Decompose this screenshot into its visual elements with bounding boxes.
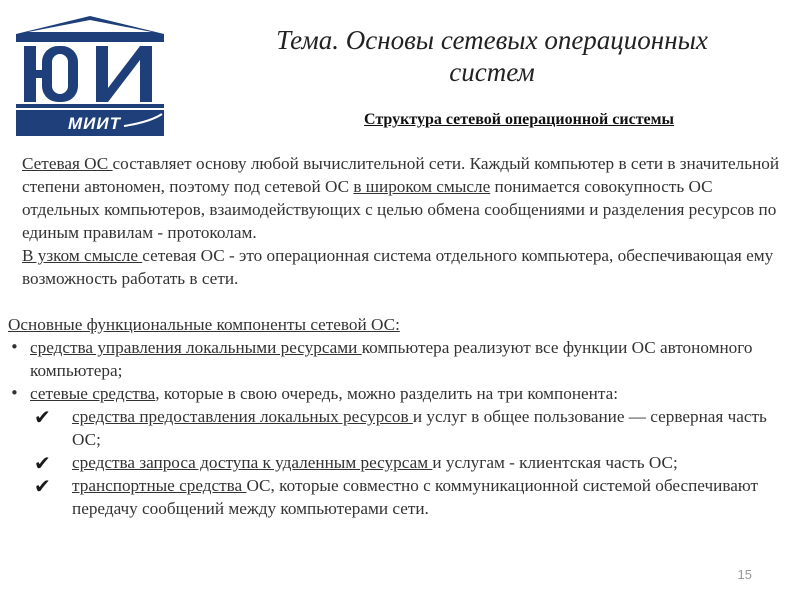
list-item-text: , которые в свою очередь, можно разделить на три компонента: (155, 384, 618, 403)
components-list (8, 336, 793, 405)
intro-text-part: составляет основу любой вычислительной сети. Каждый компьютер в сети в значительной степени автономен, поэтому под сетевой ОС (22, 154, 780, 196)
miit-logo (12, 14, 168, 138)
list-item-term: средства управления локальными ресурсами (30, 338, 362, 357)
intro-text-part: понимается совокупность ОС отдельных компьютеров, взаимодействующих с целью обмена сообщениями и разделения ресурсов по единым правилам - протоколам. (22, 177, 777, 242)
term-narrow-sense: В узком смысле (22, 246, 143, 265)
slide-title: Тема. Основы сетевых операционных систем (276, 25, 708, 87)
term-network-os: Сетевая ОС (22, 154, 113, 173)
intro-paragraph (22, 244, 782, 290)
components-section (8, 313, 793, 520)
sub-item-term: средства запроса доступа к удаленным ресурсам (72, 453, 433, 472)
list-item (8, 382, 793, 405)
components-heading: Основные функциональные компоненты сетевой ОС: (8, 315, 400, 334)
intro-paragraph (22, 152, 782, 244)
sub-item-text: ОС, которые совместно с коммуникационной системой обеспечивают передачу сообщений между компьютерами сети. (72, 476, 758, 518)
list-item-term: сетевые средства (30, 384, 156, 403)
checkmark-icon: ✔ (34, 474, 51, 498)
sub-item-text: и услугам - клиентская часть ОС; (432, 453, 678, 472)
intro-text (22, 152, 782, 290)
sub-list-item (8, 405, 793, 451)
sub-item-term: транспортные средства (72, 476, 247, 495)
list-item (8, 336, 793, 382)
checkmark-icon: ✔ (34, 451, 51, 475)
page-number: 15 (737, 567, 752, 582)
checkmark-icon: ✔ (34, 405, 51, 429)
term-broad-sense: в широком смысле (353, 177, 491, 196)
sub-components-list (8, 405, 793, 520)
intro-text-part: сетевая ОС - это операционная система отдельного компьютера, обеспечивающая ему возможность работать в сети. (22, 246, 774, 288)
sub-list-item (8, 451, 793, 474)
list-item-text: компьютера реализуют все функции ОС автономного компьютера; (30, 338, 753, 380)
sub-item-text: и услуг в общее пользование — серверная часть ОС; (72, 407, 767, 449)
section-subtitle: Структура сетевой операционной системы (364, 111, 675, 128)
sub-list-item (8, 474, 793, 520)
sub-item-term: средства предоставления локальных ресурсов (72, 407, 413, 426)
svg-text:МИИТ: МИИТ (68, 114, 121, 133)
